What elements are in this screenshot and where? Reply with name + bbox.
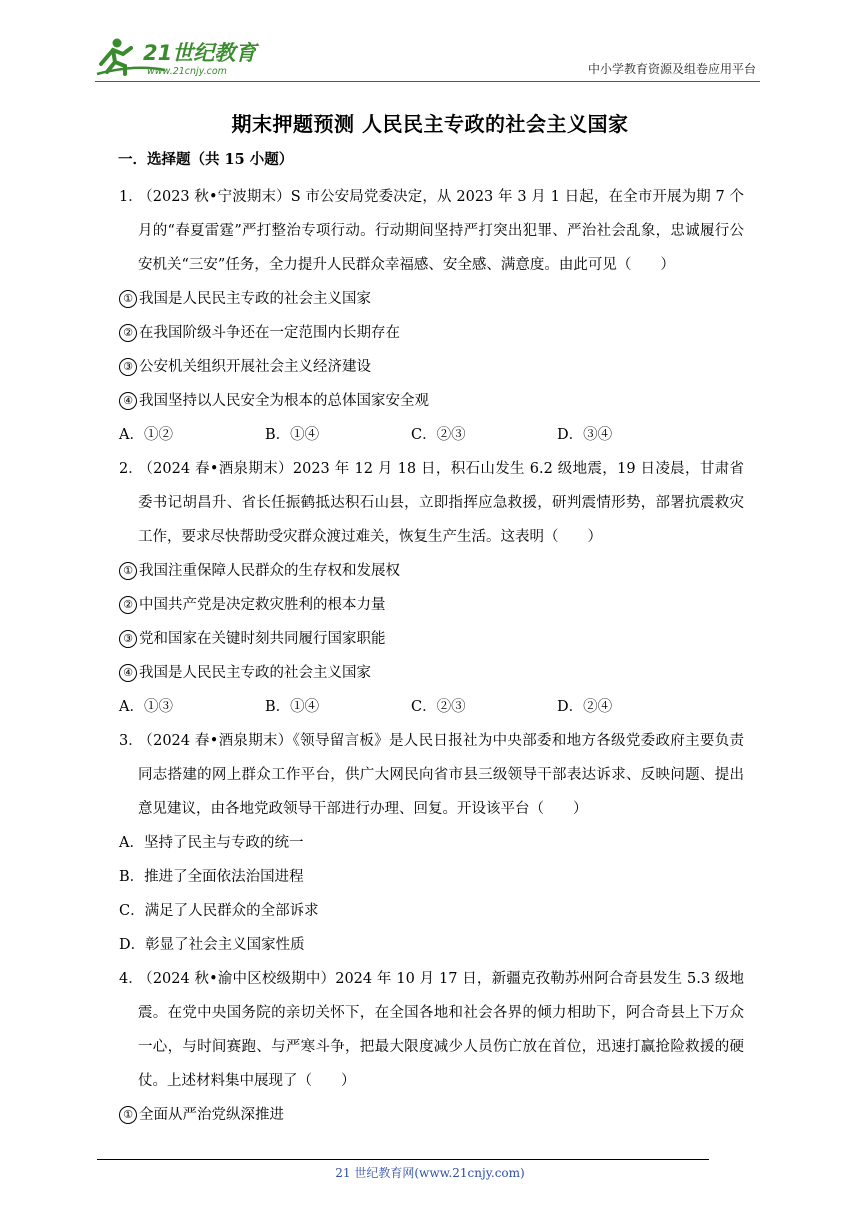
circled-number: ③ [119,630,137,648]
page-title: 期末押题预测 人民民主专政的社会主义国家 [231,112,629,136]
circled-number: ① [119,290,137,308]
statement-item: ① 我国注重保障人民群众的生存权和发展权 [119,554,744,588]
question-1 [119,180,744,452]
question-number: 2． [119,461,143,477]
svg-text:21世纪教育: 21世纪教育 [143,41,257,65]
statement-item: ③ 党和国家在关键时刻共同履行国家职能 [119,622,744,656]
choice-a[interactable]: A．坚持了民主与专政的统一 [119,835,304,851]
choice-b[interactable]: B．①④ [265,699,320,715]
statement-item: ④ 我国是人民民主专政的社会主义国家 [119,656,744,690]
question-text: （2023 秋•宁波期末）S 市公安局党委决定，从 2023 年 3 月 1 日起，在全市开展为期 7 个月的“春夏雷霆”严打整治专项行动。行动期间坚持严打突出犯罪、严治社会乱象，忠诚履行公安机关“三安”任务，全力提升人民群众幸福感、安全感、满意度。由此可见（ ） [138,189,744,273]
choice-c[interactable]: C．满足了人民群众的全部诉求 [119,903,319,919]
choice-c[interactable]: C．②③ [411,699,466,715]
circled-number: ③ [119,358,137,376]
svg-text:www.21cnjy.com: www.21cnjy.com [147,66,227,77]
circled-number: ② [119,596,137,614]
question-text: （2024 春•酒泉期末）2023 年 12 月 18 日，积石山发生 6.2 级地震，19 日凌晨，甘肃省委书记胡昌升、省长任振鹤抵达积石山县，立即指挥应急救援，研判震情形势，部署抗震救灾工作，要求尽快帮助受灾群众渡过难关，恢复生产生活。这表明（ ） [138,461,744,545]
circled-number: ④ [119,392,137,410]
statement-item: ① 全面从严治党纵深推进 [119,1098,744,1132]
statement-item: ④ 我国坚持以人民安全为根本的总体国家安全观 [119,384,744,418]
choice-row [119,418,744,452]
question-3 [119,724,744,962]
question-stem [119,180,744,282]
question-number: 4． [119,971,143,987]
footer-divider [97,1159,709,1160]
question-stem [119,962,744,1098]
question-text: （2024 春•酒泉期末）《领导留言板》是人民日报社为中央部委和地方各级党委政府主要负责同志搭建的网上群众工作平台，供广大网民向省市县三级领导干部表达诉求、反映问题、提出意见建议，由各地党政领导干部进行办理、回复。开设该平台（ ） [138,733,744,817]
statement-item: ② 中国共产党是决定救灾胜利的根本力量 [119,588,744,622]
question-number: 1． [119,189,143,205]
choice-c[interactable]: C．②③ [411,427,466,443]
choice-d[interactable]: D．③④ [557,427,613,443]
choice-b[interactable]: B．①④ [265,427,320,443]
statement-item: ③ 公安机关组织开展社会主义经济建设 [119,350,744,384]
page-header [95,34,760,82]
question-4 [119,962,744,1132]
choice-d[interactable]: D．②④ [557,699,613,715]
question-list [119,150,744,1132]
statement-item: ① 我国是人民民主专政的社会主义国家 [119,282,744,316]
platform-name: 中小学教育资源及组卷应用平台 [587,62,756,76]
question-stem [119,724,744,826]
choice-row [119,690,744,724]
question-text: （2024 秋•渝中区校级期中）2024 年 10 月 17 日，新疆克孜勒苏州阿合奇县发生 5.3 级地震。在党中央国务院的亲切关怀下，在全国各地和社会各界的倾力相助下，阿合奇县上下万众一心，与时间赛跑、与严寒斗争，把最大限度减少人员伤亡放在首位，迅速打赢抢险救援的硬仗。上述材料集中展现了（ ） [138,971,744,1089]
circled-number: ① [119,562,137,580]
choice-d[interactable]: D．彰显了社会主义国家性质 [119,937,305,953]
section-heading: 一．选择题（共 15 小题） [118,151,294,168]
circled-number: ② [119,324,137,342]
question-2 [119,452,744,724]
choice-a[interactable]: A．①③ [119,699,173,715]
page-footer[interactable]: 21 世纪教育网(www.21cnjy.com) [335,1166,525,1180]
question-number: 3． [119,733,143,749]
logo-21cnjy [95,34,265,78]
choice-a[interactable]: A．①② [119,427,173,443]
header-divider [95,81,760,82]
choice-b[interactable]: B．推进了全面依法治国进程 [119,869,304,885]
question-stem [119,452,744,554]
circled-number: ① [119,1106,137,1124]
statement-item: ② 在我国阶级斗争还在一定范围内长期存在 [119,316,744,350]
circled-number: ④ [119,664,137,682]
